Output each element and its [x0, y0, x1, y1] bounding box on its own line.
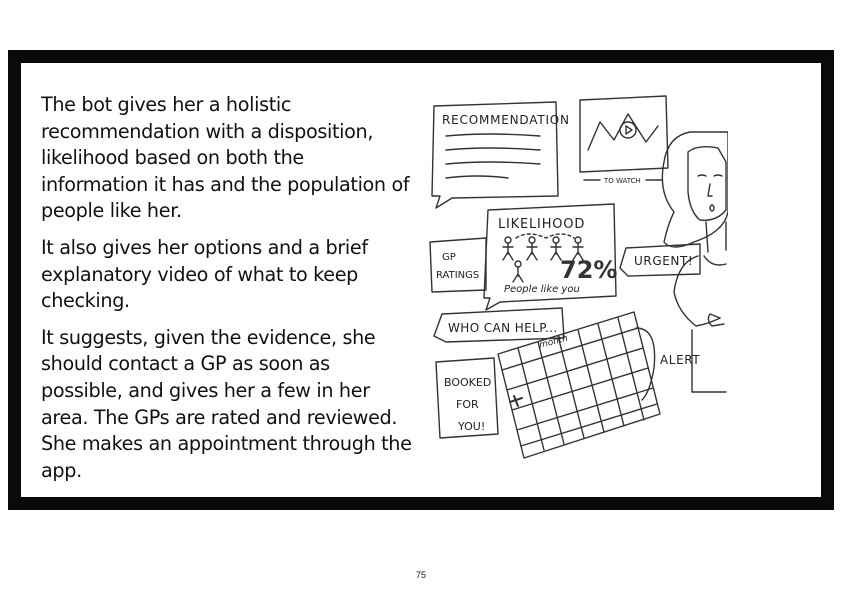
paragraph-options: It also gives her options and a brief explanatory video of what to keep checking.: [41, 235, 368, 313]
gp-ratings-label-1: GP: [442, 252, 456, 263]
booked-label-3: YOU!: [458, 420, 486, 433]
recommendation-label: RECOMMENDATION: [442, 113, 570, 127]
who-can-help-label: WHO CAN HELP...: [448, 321, 558, 335]
body-text: [41, 92, 413, 494]
month-label: month: [538, 333, 569, 351]
paragraph-gp-appointment: It suggests, given the evidence, she should contact a GP as soon as possible, and gives her a few in her area. The GPs are rated and reviewed. She makes an appointment through the app.: [41, 325, 412, 482]
people-like-you-label: People like you: [504, 284, 580, 295]
play-icon: [620, 122, 636, 138]
gp-ratings-bubble: [430, 238, 486, 292]
booked-label-2: FOR: [456, 398, 479, 411]
likelihood-percent: 72%: [560, 256, 618, 284]
page-number: 75: [415, 570, 426, 580]
video-bubble: [580, 96, 668, 172]
alert-label: ALERT: [660, 353, 701, 367]
illustration: [428, 92, 728, 472]
gp-ratings-label-2: RATINGS: [436, 270, 480, 281]
to-watch-label: TO WATCH: [604, 177, 641, 185]
booked-label-1: BOOKED: [444, 376, 492, 389]
likelihood-label: LIKELIHOOD: [498, 217, 586, 232]
urgent-label: URGENT!: [634, 254, 694, 268]
paragraph-recommendation: The bot gives her a holistic recommendation with a disposition, likelihood based on both the information it has and the population of people like her.: [41, 93, 410, 223]
